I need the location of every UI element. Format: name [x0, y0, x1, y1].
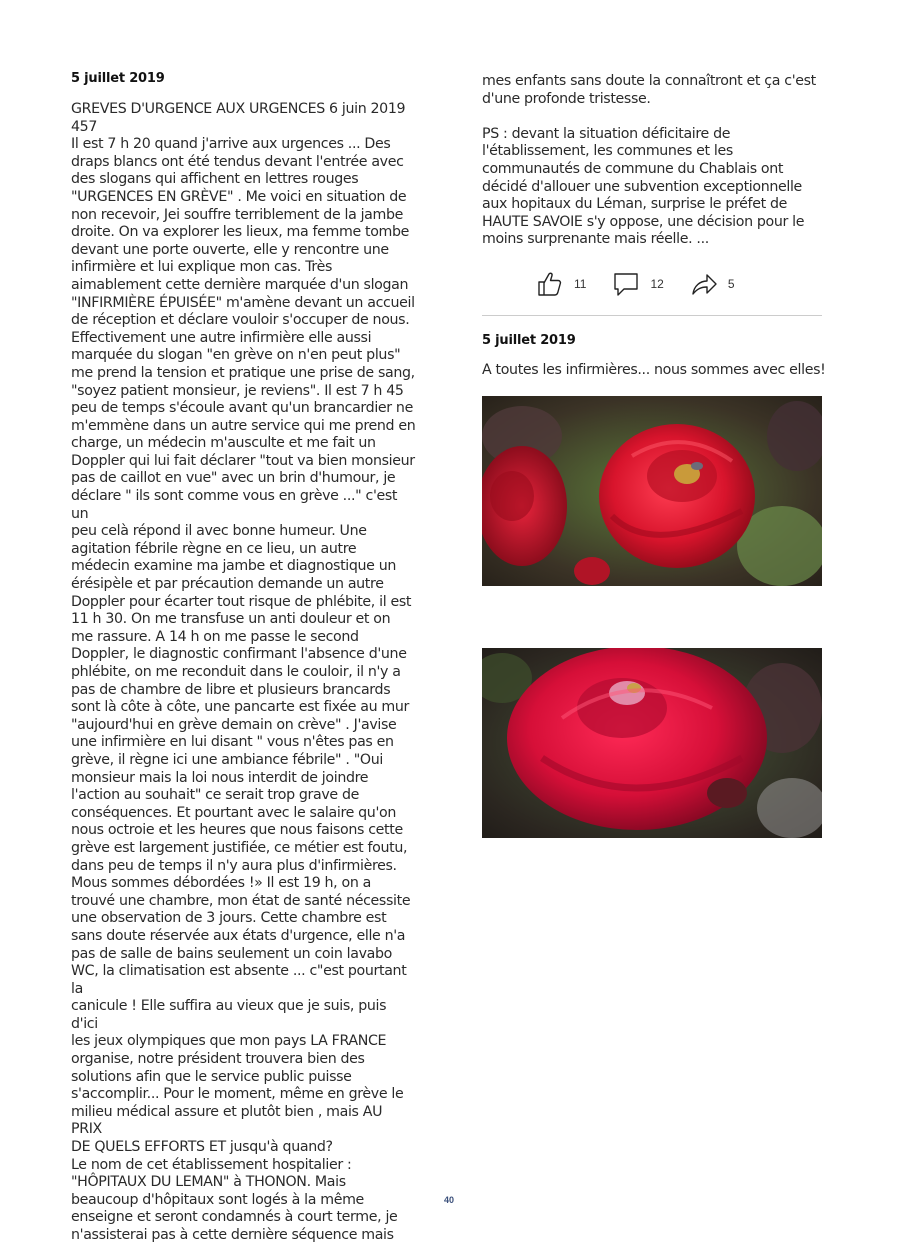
like-count: 11 — [574, 277, 587, 291]
share-arrow-icon — [690, 270, 718, 298]
like-button[interactable] — [536, 270, 586, 298]
post-body-continuation: mes enfants sans doute la connaîtront et ça c'est d'une profonde tristesse. PS : devant la situation déficitaire de l'établissement, les communes et les communautés de commune du Chablais ont décidé d'allouer une subvention exceptionnelle aux hopitaux du Léman, surprise le préfet de HAUTE SAVOIE s'y oppose, une décision pour le moins surprenante mais réelle. ... — [482, 73, 816, 248]
post-date: 5 juillet 2019 — [71, 71, 165, 86]
red-rose-photo-2 — [482, 648, 822, 838]
speech-bubble-icon — [612, 270, 640, 298]
reactions-bar — [536, 270, 761, 298]
share-count: 5 — [727, 277, 735, 291]
page-number: 40 — [443, 1195, 454, 1205]
post-date: 5 juillet 2019 — [482, 333, 576, 348]
post-text: A toutes les infirmières... nous sommes avec elles! — [482, 362, 826, 378]
comment-count: 12 — [650, 277, 664, 291]
share-button[interactable] — [690, 270, 735, 298]
thumbs-up-icon — [536, 270, 564, 298]
divider — [482, 315, 822, 316]
post-body: GREVES D'URGENCE AUX URGENCES 6 juin 2019 457 Il est 7 h 20 quand j'arrive aux urgences ... Des draps blancs ont été tendus devant l'entrée avec des slogans qui affichent en lettres rouges "URGENCES EN GRÈVE" . Me voici en situation de non recevoir, Jei souffre terriblement de la jambe droite. On va explorer les lieux, ma femme tombe devant une porte ouverte, elle y rencontre une infirmière et lui explique mon cas. Très aimablement cette dernière marquée d'un slogan "INFIRMIÈRE ÉPUISÉE" m'amène devant un accueil de réception et déclare vouloir s'occuper de nous. Effectivement une autre infirmière elle aussi marquée du slogan "en grève on n'en peut plus" me prend la tension et pratique une prise de sang, "soyez patient monsieur, je reviens". Il est 7 h 45 peu de temps s'écoule avant qu'un brancardier ne m'emmène dans un autre service qui me prend en charge, un médecin m'ausculte et me fait un Doppler qui lui fait déclarer "tout va bien monsieur pas de caillot en vue" avec un brin d'humour, je déclare " ils sont comme vous en grève ..." c'est un peu celà répond il avec bonne humeur. Une agitation fébrile règne en ce lieu, un autre médecin examine ma jambe et diagnostique un érésipèle et par précaution demande un autre Doppler pour écarter tout risque de phlébite, il est 11 h 30. On me transfuse un anti douleur et on me rassure. A 14 h on me passe le second Doppler, le diagnostic confirmant l'absence d'une phlébite, on me reconduit dans le couloir, il n'y a pas de chambre de libre et plusieurs brancards sont là côte à côte, une pancarte est fixée au mur "aujourd'hui en grève demain on crève" . J'avise une infirmière en lui disant " vous n'êtes pas en grève, il règne ici une ambiance fébrile" . "Oui monsieur mais la loi nous interdit de joindre l'action au souhait" ce serait trop grave de conséquences. Et pourtant avec le salaire qu'on nous octroie et les heures que nous faisons cette grève est largement justifiée, ce métier est foutu, dans peu de temps il n'y aura plus d'infirmières. Mous sommes débordées !» Il est 19 h, on a trouvé une chambre, mon état de santé nécessite une observation de 3 jours. Cette chambre est sans doute réservée aux états d'urgence, elle n'a pas de salle de bains seulement un coin lavabo WC, la climatisation est absente ... c"est pourtant la canicule ! Elle suffira au vieux que je suis, puis d'ici les jeux olympiques que mon pays LA FRANCE organise, notre président trouvera bien des solutions afin que le service public puisse s'accomplir... Pour le moment, même en grève le milieu médical assure et plutôt bien , mais AU PRIX DE QUELS EFFORTS ET jusqu'à quand? Le nom de cet établissement hospitalier : "HÔPITAUX DU LEMAN" à THONON. Mais beaucoup d'hôpitaux sont logés à la même enseigne et seront condamnés à court terme, je n'assisterai pas à cette dernière séquence mais — [71, 101, 416, 1243]
red-rose-photo-1 — [482, 396, 822, 586]
comment-button[interactable] — [612, 270, 663, 298]
